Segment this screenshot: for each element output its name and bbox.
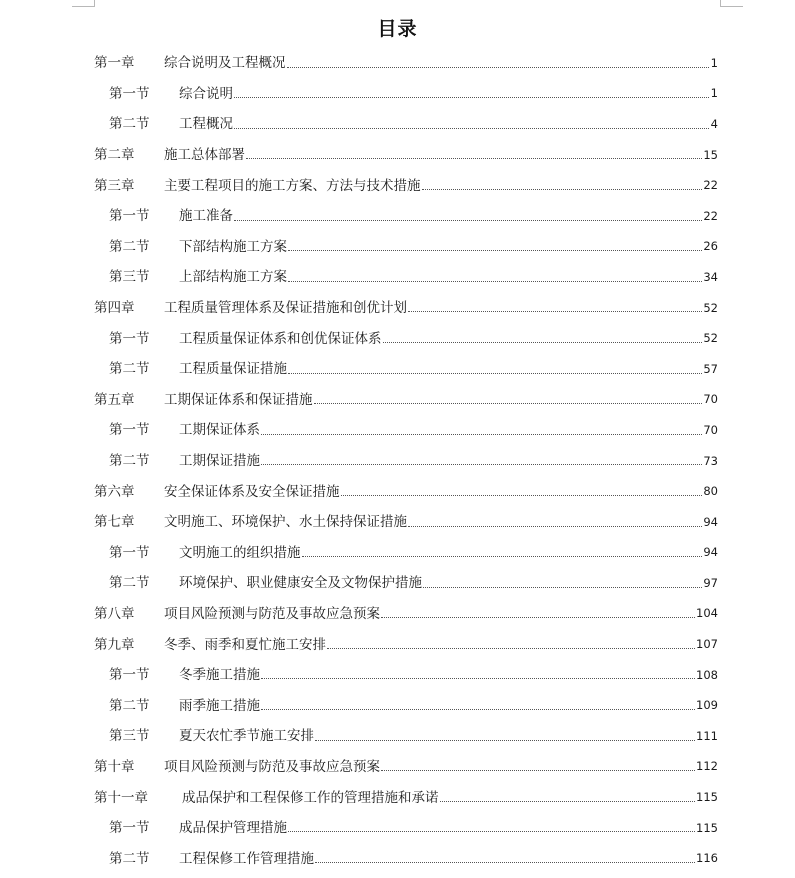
toc-entry-label: 第二节 (109, 361, 150, 378)
toc-chapter-entry[interactable] (94, 474, 718, 505)
toc-entry-label: 第二节 (109, 697, 150, 714)
toc-dot-leader (383, 341, 703, 343)
toc-entry-title: 综合说明 (179, 85, 233, 102)
toc-entry-label: 第一节 (109, 330, 150, 347)
toc-entry-label: 第二章 (94, 147, 135, 164)
toc-section-entry[interactable] (94, 444, 718, 475)
crop-mark-top-left (72, 0, 95, 7)
toc-section-entry[interactable] (94, 841, 718, 872)
toc-entry-title: 冬季施工措施 (179, 667, 260, 684)
toc-page-number: 52 (703, 331, 718, 346)
toc-page-number: 97 (703, 575, 718, 590)
toc-entry-title: 工程质量保证体系和创优保证体系 (179, 330, 382, 347)
toc-entry-title: 工程质量保证措施 (179, 361, 287, 378)
toc-dot-leader (234, 96, 709, 98)
toc-chapter-entry[interactable] (94, 291, 718, 322)
toc-entry-title: 工期保证体系 (179, 422, 260, 439)
toc-page-number: 34 (703, 269, 718, 284)
toc-chapter-entry[interactable] (94, 168, 718, 199)
toc-dot-leader (381, 616, 695, 618)
toc-entry-title: 主要工程项目的施工方案、方法与技术措施 (164, 177, 421, 194)
toc-entry-label: 第八章 (94, 605, 135, 622)
toc-entry-title: 文明施工、环境保护、水土保持保证措施 (164, 514, 407, 531)
toc-dot-leader (302, 555, 703, 557)
toc-dot-leader (288, 372, 702, 374)
toc-entry-title: 安全保证体系及安全保证措施 (164, 483, 340, 500)
toc-dot-leader (314, 402, 703, 404)
toc-entry-label: 第一节 (109, 422, 150, 439)
toc-dot-leader (234, 219, 702, 221)
toc-page-number: 52 (703, 300, 718, 315)
toc-page-number: 22 (703, 178, 718, 193)
toc-dot-leader (261, 433, 702, 435)
toc-dot-leader (246, 157, 702, 159)
toc-dot-leader (381, 769, 695, 771)
toc-page-number: 26 (703, 239, 718, 254)
toc-page-number: 15 (703, 147, 718, 162)
table-of-contents (94, 46, 718, 872)
toc-entry-label: 第十一章 (94, 789, 148, 806)
toc-page-number: 73 (703, 453, 718, 468)
toc-dot-leader (341, 494, 703, 496)
toc-chapter-entry[interactable] (94, 138, 718, 169)
toc-section-entry[interactable] (94, 811, 718, 842)
toc-entry-label: 第七章 (94, 514, 135, 531)
toc-entry-title: 环境保护、职业健康安全及文物保护措施 (179, 575, 422, 592)
toc-section-entry[interactable] (94, 536, 718, 567)
toc-entry-label: 第二节 (109, 850, 150, 867)
toc-entry-label: 第一章 (94, 55, 135, 72)
toc-dot-leader (315, 739, 695, 741)
toc-entry-label: 第三章 (94, 177, 135, 194)
toc-entry-title: 雨季施工措施 (179, 697, 260, 714)
toc-entry-label: 第三节 (109, 728, 150, 745)
toc-entry-title: 冬季、雨季和夏忙施工安排 (164, 636, 326, 653)
toc-page-number: 22 (703, 208, 718, 223)
toc-entry-title: 上部结构施工方案 (179, 269, 287, 286)
toc-dot-leader (315, 861, 695, 863)
toc-chapter-entry[interactable] (94, 505, 718, 536)
toc-page-number: 115 (696, 820, 718, 835)
toc-dot-leader (288, 830, 695, 832)
toc-page-number: 111 (696, 728, 718, 743)
crop-mark-top-right (720, 0, 743, 7)
toc-page-number: 109 (696, 698, 718, 713)
toc-section-entry[interactable] (94, 413, 718, 444)
toc-entry-label: 第五章 (94, 391, 135, 408)
toc-entry-label: 第三节 (109, 269, 150, 286)
toc-dot-leader (261, 463, 702, 465)
toc-dot-leader (261, 708, 695, 710)
toc-section-entry[interactable] (94, 719, 718, 750)
toc-dot-leader (440, 800, 696, 802)
toc-section-entry[interactable] (94, 688, 718, 719)
toc-dot-leader (288, 249, 702, 251)
toc-dot-leader (422, 188, 703, 190)
toc-entry-title: 工期保证体系和保证措施 (164, 391, 313, 408)
toc-entry-label: 第一节 (109, 667, 150, 684)
toc-entry-title: 施工总体部署 (164, 147, 245, 164)
toc-page-number: 80 (703, 484, 718, 499)
toc-dot-leader (408, 310, 702, 312)
toc-chapter-entry[interactable] (94, 750, 718, 781)
toc-entry-title: 成品保护和工程保修工作的管理措施和承诺 (182, 789, 439, 806)
toc-page-number: 107 (696, 637, 718, 652)
toc-entry-label: 第一节 (109, 820, 150, 837)
toc-page-number: 116 (696, 851, 718, 866)
toc-entry-title: 成品保护管理措施 (179, 820, 287, 837)
toc-entry-label: 第二节 (109, 238, 150, 255)
toc-entry-title: 工期保证措施 (179, 453, 260, 470)
toc-entry-title: 工程概况 (179, 116, 233, 133)
toc-entry-label: 第一节 (109, 208, 150, 225)
toc-chapter-entry[interactable] (94, 46, 718, 77)
toc-chapter-entry[interactable] (94, 597, 718, 628)
toc-page-number: 115 (696, 790, 718, 805)
toc-entry-title: 项目风险预测与防范及事故应急预案 (164, 758, 380, 775)
toc-page-number: 104 (696, 606, 718, 621)
toc-page-number: 1 (710, 55, 718, 70)
toc-dot-leader (327, 647, 695, 649)
toc-entry-title: 项目风险预测与防范及事故应急预案 (164, 605, 380, 622)
toc-page-number: 108 (696, 667, 718, 682)
toc-entry-label: 第二节 (109, 453, 150, 470)
toc-section-entry[interactable] (94, 566, 718, 597)
toc-section-entry[interactable] (94, 321, 718, 352)
toc-entry-label: 第二节 (109, 575, 150, 592)
toc-entry-title: 夏天农忙季节施工安排 (179, 728, 314, 745)
toc-page-number: 94 (703, 545, 718, 560)
toc-dot-leader (423, 586, 702, 588)
toc-page-number: 4 (710, 116, 718, 131)
toc-dot-leader (287, 66, 710, 68)
toc-dot-leader (288, 280, 702, 282)
toc-page-number: 112 (696, 759, 718, 774)
toc-entry-title: 综合说明及工程概况 (164, 55, 286, 72)
toc-entry-title: 工程质量管理体系及保证措施和创优计划 (164, 300, 407, 317)
toc-entry-label: 第一节 (109, 544, 150, 561)
toc-page-number: 70 (703, 422, 718, 437)
toc-entry-label: 第九章 (94, 636, 135, 653)
toc-entry-title: 下部结构施工方案 (179, 238, 287, 255)
toc-section-entry[interactable] (94, 260, 718, 291)
toc-section-entry[interactable] (94, 352, 718, 383)
toc-page-number: 94 (703, 514, 718, 529)
toc-page-number: 57 (703, 361, 718, 376)
toc-section-entry[interactable] (94, 107, 718, 138)
toc-title: 目录 (377, 18, 418, 40)
toc-section-entry[interactable] (94, 77, 718, 108)
toc-dot-leader (408, 525, 702, 527)
toc-page-number: 70 (703, 392, 718, 407)
toc-dot-leader (234, 127, 709, 129)
toc-entry-title: 工程保修工作管理措施 (179, 850, 314, 867)
toc-section-entry[interactable] (94, 658, 718, 689)
toc-entry-label: 第十章 (94, 758, 135, 775)
toc-chapter-entry[interactable] (94, 627, 718, 658)
toc-section-entry[interactable] (94, 199, 718, 230)
toc-entry-label: 第六章 (94, 483, 135, 500)
toc-chapter-entry[interactable] (94, 780, 718, 811)
toc-chapter-entry[interactable] (94, 383, 718, 414)
toc-entry-title: 文明施工的组织措施 (179, 544, 301, 561)
toc-dot-leader (261, 677, 695, 679)
toc-section-entry[interactable] (94, 230, 718, 261)
toc-entry-title: 施工准备 (179, 208, 233, 225)
toc-entry-label: 第四章 (94, 300, 135, 317)
toc-entry-label: 第一节 (109, 85, 150, 102)
toc-entry-label: 第二节 (109, 116, 150, 133)
toc-page-number: 1 (710, 86, 718, 101)
